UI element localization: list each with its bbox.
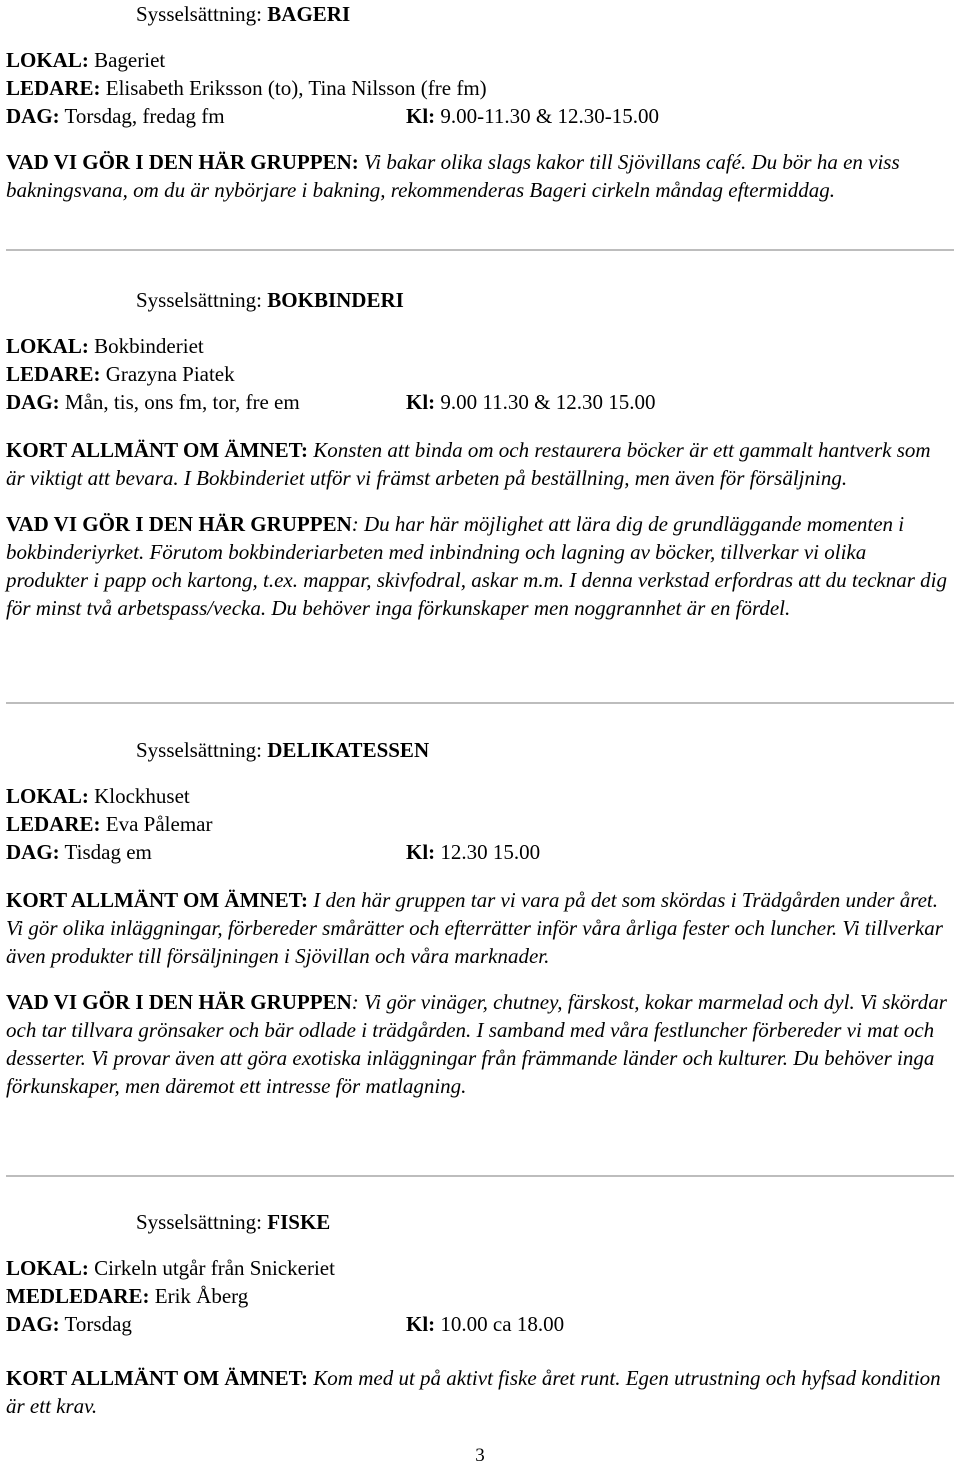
- dag-line: DAG: Torsdag Kl: 10.00 ca 18.00: [6, 1312, 565, 1336]
- dag-line: DAG: Mån, tis, ons fm, tor, fre em Kl: 9.00 11.30 & 12.30 15.00: [6, 390, 656, 414]
- dag-line: DAG: Torsdag, fredag fm Kl: 9.00-11.30 & 12.30-15.00: [6, 104, 659, 128]
- ledare-line: LEDARE: Elisabeth Eriksson (to), Tina Nilsson (fre fm): [6, 76, 487, 100]
- section-bokbinderi: [6, 286, 951, 622]
- activity-description: VAD VI GÖR I DEN HÄR GRUPPEN: Vi bakar olika slags kakor till Sjövillans café. Du bör ha en viss bakningsvana, om du är nybörjare i bakning, rekommenderas Bageri cirkeln måndag eftermiddag.: [6, 150, 900, 202]
- lokal-line: LOKAL: Klockhuset: [6, 784, 190, 808]
- divider: [6, 249, 954, 251]
- section-title: Sysselsättning: BAGERI: [136, 2, 351, 26]
- dag-line: DAG: Tisdag em Kl: 12.30 15.00: [6, 840, 541, 864]
- ledare-line: LEDARE: Grazyna Piatek: [6, 362, 235, 386]
- lokal-line: LOKAL: Bageriet: [6, 48, 166, 72]
- time-label: Kl: 9.00-11.30 & 12.30-15.00: [406, 104, 659, 128]
- section-bageri: [6, 0, 946, 204]
- section-name: BOKBINDERI: [267, 288, 404, 312]
- divider: [6, 1175, 954, 1177]
- section-title: Sysselsättning: BOKBINDERI: [136, 288, 404, 312]
- subject-description: KORT ALLMÄNT OM ÄMNET: Kom med ut på aktivt fiske året runt. Egen utrustning och hyfsad kondition är ett krav.: [6, 1366, 941, 1418]
- ledare-line: MEDLEDARE: Erik Åberg: [6, 1284, 249, 1308]
- activity-description: VAD VI GÖR I DEN HÄR GRUPPEN: Du har här möjlighet att lära dig de grundläggande momenten i bokbinderiyrket. Förutom bokbinderiarbeten med inbindning och lagning av böcker, tillverkar vi olika produkter i papp och kartong, t.ex. mappar, skivfodral, askar m.m. I denna verkstad erfordras att du tecknar dig för minst två arbetspass/vecka. Du behöver inga förkunskaper men noggrannhet är en fördel.: [6, 512, 947, 620]
- page-number: 3: [475, 1445, 485, 1466]
- section-delikatessen: [6, 736, 951, 1100]
- lokal-line: LOKAL: Bokbinderiet: [6, 334, 204, 358]
- lokal-line: LOKAL: Cirkeln utgår från Snickeriet: [6, 1256, 335, 1280]
- section-fiske: [6, 1208, 946, 1420]
- section-name: FISKE: [267, 1210, 331, 1234]
- divider: [6, 702, 954, 704]
- subject-description: KORT ALLMÄNT OM ÄMNET: Konsten att binda om och restaurera böcker är ett gammalt hantverk som är viktigt att bevara. I Bokbinderiet utför vi främst arbeten på beställning, men även för försäljning.: [6, 438, 931, 490]
- section-name: DELIKATESSEN: [267, 738, 430, 762]
- time-label: Kl: 9.00 11.30 & 12.30 15.00: [406, 390, 656, 414]
- section-title: Sysselsättning: FISKE: [136, 1210, 331, 1234]
- section-name: BAGERI: [267, 2, 351, 26]
- time-label: Kl: 10.00 ca 18.00: [406, 1312, 565, 1336]
- subject-description: KORT ALLMÄNT OM ÄMNET: I den här gruppen tar vi vara på det som skördas i Trädgården under året. Vi gör olika inläggningar, förbereder smårätter och efterrätter inför våra årliga fester och luncher. Vi tillverkar även produkter till försäljningen i Sjövillan och våra marknader.: [6, 888, 943, 968]
- ledare-line: LEDARE: Eva Pålemar: [6, 812, 213, 836]
- activity-description: VAD VI GÖR I DEN HÄR GRUPPEN: Vi gör vinäger, chutney, färskost, kokar marmelad och dyl. Vi skördar och tar tillvara grönsaker och bär odlade i trädgården. I samband med våra festluncher förbereder vi mat och desserter. Vi provar även att göra exotiska inläggningar från främmande länder och kulturer. Du behöver inga förkunskaper, men däremot ett intresse för matlagning.: [6, 990, 947, 1098]
- time-label: Kl: 12.30 15.00: [406, 840, 541, 864]
- section-title: Sysselsättning: DELIKATESSEN: [136, 738, 430, 762]
